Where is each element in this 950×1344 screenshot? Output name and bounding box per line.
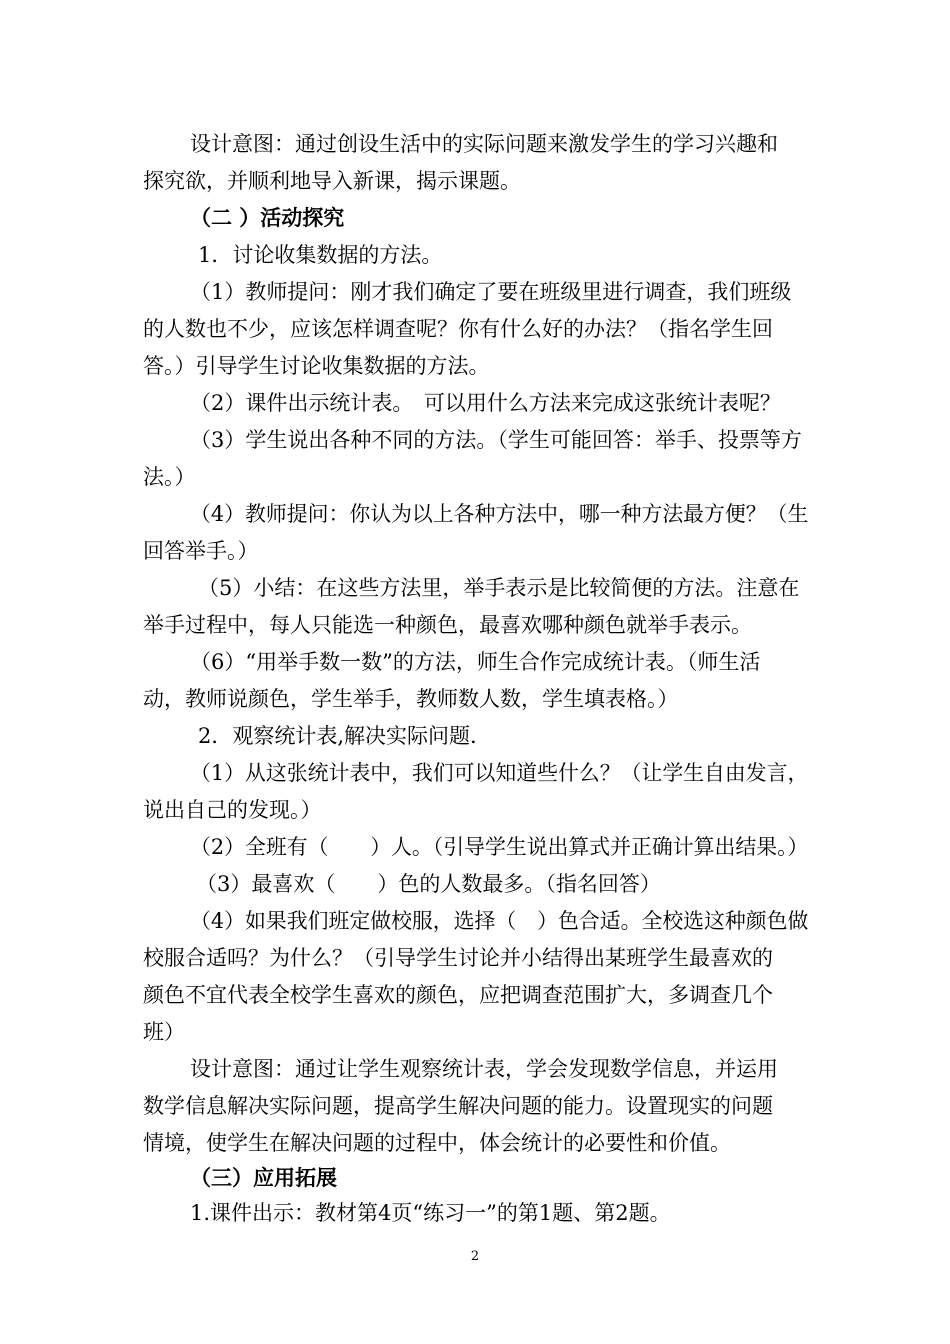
paragraph-line: 回答举手。） xyxy=(143,539,259,563)
paragraph-line: （6）“用举手数一数”的方法，师生合作完成统计表。（师生活 xyxy=(190,650,761,674)
paragraph-line: （3）最喜欢（ ）色的人数最多。（指名回答） xyxy=(196,872,661,896)
paragraph-line: 设计意图：通过创设生活中的实际问题来激发学生的学习兴趣和 xyxy=(190,132,778,156)
paragraph-line: 数学信息解决实际问题，提高学生解决问题的能力。设置现实的问题 xyxy=(143,1094,773,1118)
paragraph-line: 班） xyxy=(143,1020,185,1044)
page-number: 2 xyxy=(470,1249,480,1264)
section-heading: （三）应用拓展 xyxy=(190,1165,337,1190)
paragraph-line: （2）课件出示统计表。 可以用什么方法来完成这张统计表呢？ xyxy=(190,391,781,415)
paragraph-line: （4）教师提问：你认为以上各种方法中，哪一种方法最方便？（生 xyxy=(190,502,809,526)
paragraph-line: 设计意图：通过让学生观察统计表，学会发现数学信息，并运用 xyxy=(190,1057,778,1081)
paragraph-line: 探究欲，并顺利地导入新课，揭示课题。 xyxy=(143,169,521,193)
paragraph-line: 的人数也不少，应该怎样调查呢？你有什么好的办法？（指名学生回 xyxy=(143,317,773,341)
paragraph-line: （1）从这张统计表中，我们可以知道些什么？（让学生自由发言， xyxy=(190,761,809,785)
subsection-heading: 1．讨论收集数据的方法。 xyxy=(198,243,443,267)
paragraph-line: （1）教师提问：刚才我们确定了要在班级里进行调查，我们班级 xyxy=(190,280,792,304)
paragraph-line: （5）小结：在这些方法里，举手表示是比较简便的方法。注意在 xyxy=(198,576,800,600)
paragraph-line: 1.课件出示：教材第4页“练习一”的第1题、第2题。 xyxy=(190,1201,671,1225)
paragraph-line: 情境，使学生在解决问题的过程中，体会统计的必要性和价值。 xyxy=(143,1131,731,1155)
paragraph-line: （4）如果我们班定做校服，选择（ ）色合适。全校选这种颜色做 xyxy=(190,909,809,933)
paragraph-line: 答。）引导学生讨论收集数据的方法。 xyxy=(143,354,490,378)
paragraph-line: 说出自己的发现。） xyxy=(143,798,322,822)
paragraph-line: 颜色不宜代表全校学生喜欢的颜色，应把调查范围扩大，多调查几个 xyxy=(143,983,773,1007)
subsection-heading: 2．观察统计表,解决实际问题. xyxy=(198,724,477,748)
paragraph-line: 校服合适吗？为什么？（引导学生讨论并小结得出某班学生最喜欢的 xyxy=(143,946,773,970)
paragraph-line: 动，教师说颜色，学生举手，教师数人数，学生填表格。） xyxy=(143,687,679,711)
paragraph-line: （2）全班有（ ）人。（引导学生说出算式并正确计算出结果。） xyxy=(190,835,809,859)
section-heading: （二 ）活动探究 xyxy=(190,205,345,230)
paragraph-line: 举手过程中，每人只能选一种颜色，最喜欢哪种颜色就举手表示。 xyxy=(143,613,752,637)
paragraph-line: 法。） xyxy=(143,465,196,489)
paragraph-line: （3）学生说出各种不同的方法。（学生可能回答：举手、投票等方 xyxy=(190,428,802,452)
